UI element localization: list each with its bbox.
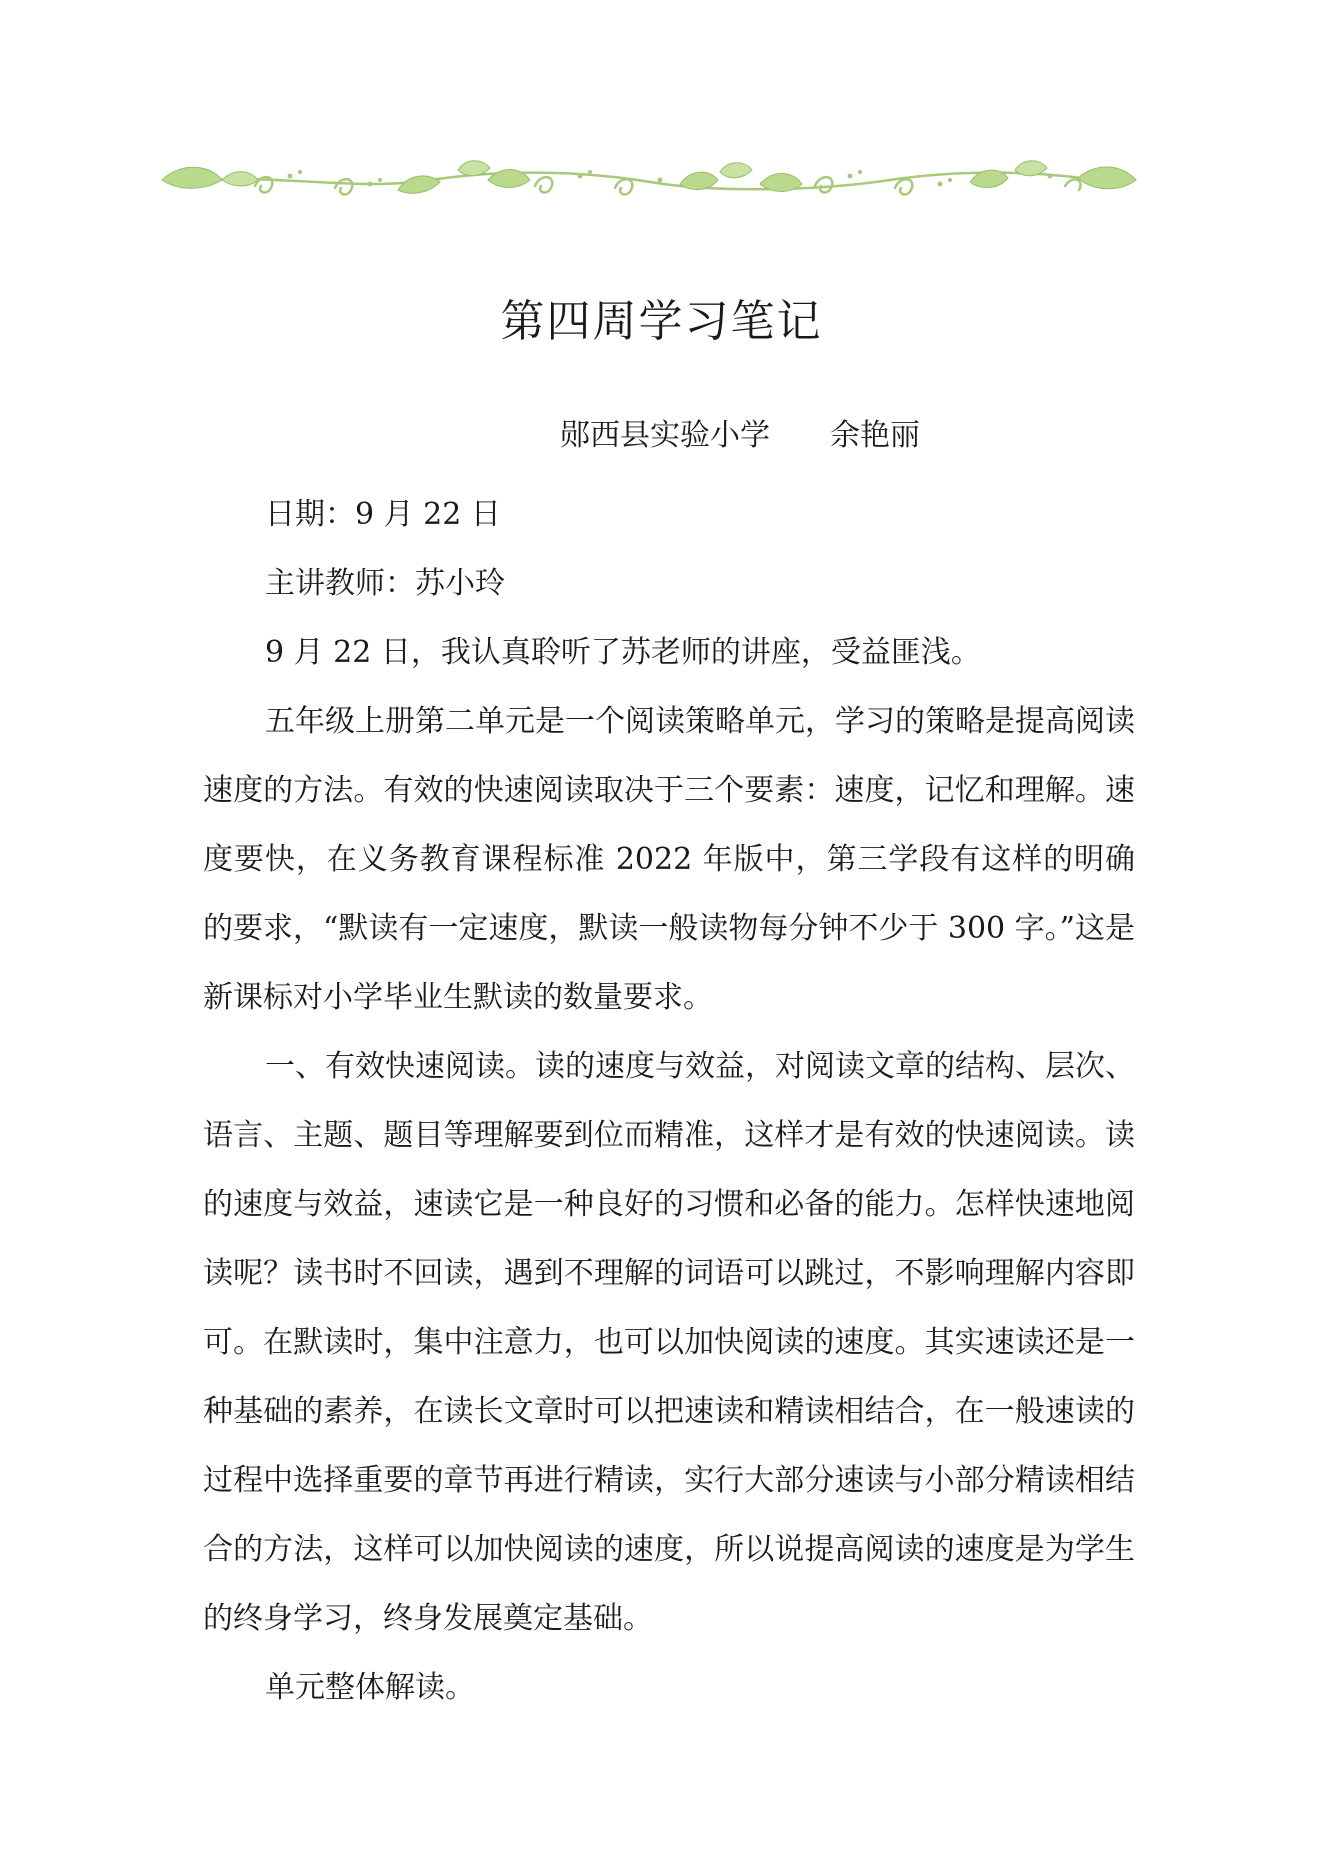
date-line: 日期：9 月 22 日 [265,497,501,532]
teacher-line: 主讲教师：苏小玲 [265,566,505,601]
page-title: 第四周学习笔记 [500,296,823,347]
paragraph: 9 月 22 日，我认真聆听了苏老师的讲座，受益匪浅。 [265,635,981,670]
byline [560,412,920,460]
note-body [203,480,1135,1722]
paragraph: 五年级上册第二单元是一个阅读策略单元，学习的策略是提高阅读速度的方法。有效的快速阅读取决于三个要素：速度，记忆和理解。速度要快，在义务教育课程标准 2022 年版中，第三学段有这样的明确的要求，“默读有一定速度，默读一般读物每分钟不少于 300 字。”这是新课标对小学毕业生默读的数量要求。 [203,704,1136,1015]
paragraph: 一、有效快速阅读。读的速度与效益，对阅读文章的结构、层次、语言、主题、题目等理解要到位而精准，这样才是有效的快速阅读。读的速度与效益，速读它是一种良好的习惯和必备的能力。怎样快速地阅读呢？读书时不回读，遇到不理解的词语可以跳过，不影响理解内容即可。在默读时，集中注意力，也可以加快阅读的速度。其实速读还是一种基础的素养，在读长文章时可以把速读和精读相结合，在一般速读的过程中选择重要的章节再进行精读，实行大部分速读与小部分精读相结合的方法，这样可以加快阅读的速度，所以说提高阅读的速度是为学生的终身学习，终身发展奠定基础。 [203,1049,1135,1636]
paragraph: 单元整体解读。 [265,1670,475,1705]
school-name: 郧西县实验小学 [560,418,770,453]
vine-border-decoration [160,150,1138,210]
author-name: 余艳丽 [830,418,920,453]
